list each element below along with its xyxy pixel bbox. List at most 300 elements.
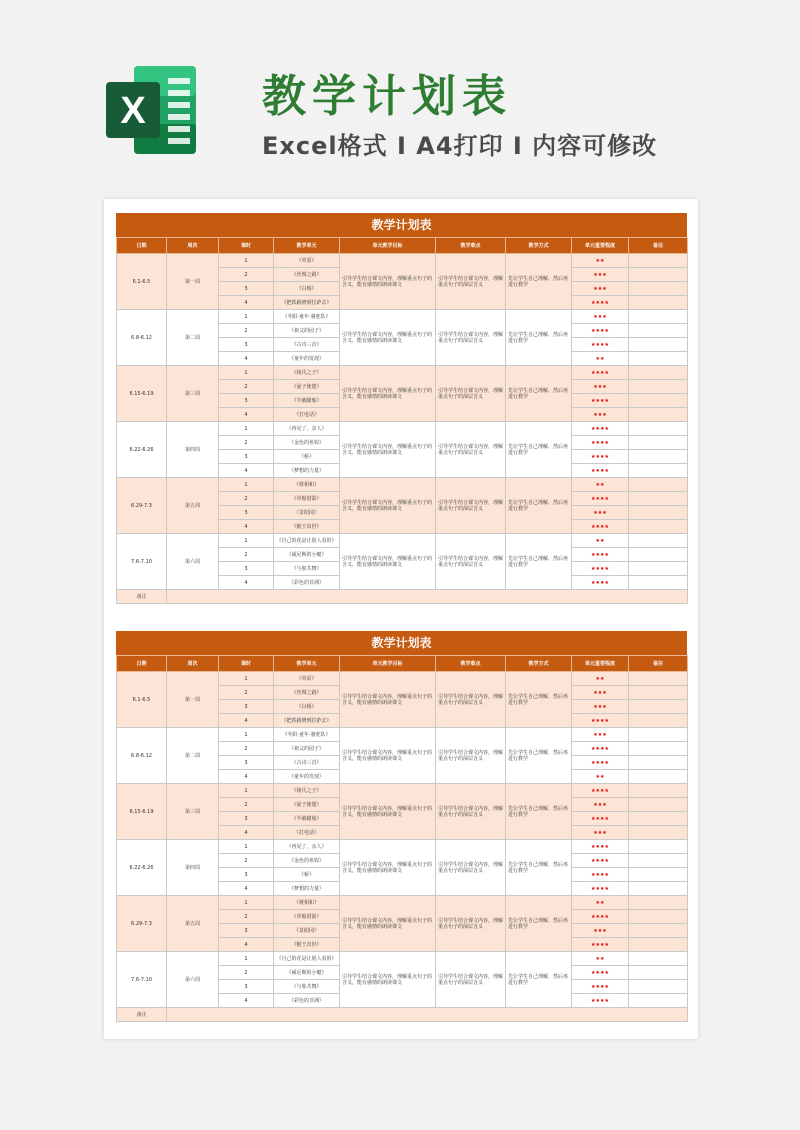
remark-cell[interactable] bbox=[629, 562, 688, 576]
note-cell[interactable] bbox=[167, 590, 688, 604]
lesson-cell[interactable]: 1 bbox=[219, 422, 274, 436]
importance-cell[interactable]: ★★ bbox=[572, 672, 629, 686]
importance-cell[interactable]: ★★ bbox=[572, 478, 629, 492]
difficulty-cell[interactable]: 引导学生结合课文内容，理解重点句子的深层含义 bbox=[436, 422, 506, 478]
page-subtitle: Excel格式 I A4打印 I 内容可修改 bbox=[262, 132, 658, 160]
date-cell[interactable]: 6.15-6.19 bbox=[117, 784, 167, 840]
remark-cell[interactable] bbox=[629, 296, 688, 310]
unit-cell[interactable]: 《古诗三首》 bbox=[274, 338, 340, 352]
remark-cell[interactable] bbox=[629, 714, 688, 728]
difficulty-cell[interactable]: 引导学生结合课文内容，理解重点句子的深层含义 bbox=[436, 254, 506, 310]
remark-cell[interactable] bbox=[629, 492, 688, 506]
importance-cell[interactable]: ★★★ bbox=[572, 924, 629, 938]
lesson-cell[interactable]: 1 bbox=[219, 310, 274, 324]
remark-cell[interactable] bbox=[629, 826, 688, 840]
method-cell[interactable]: 先让学生自己理解，然后再进行教学 bbox=[506, 422, 572, 478]
method-cell[interactable]: 先让学生自己理解，然后再进行教学 bbox=[506, 952, 572, 1008]
unit-cell[interactable]: 《桥》 bbox=[274, 868, 340, 882]
importance-cell[interactable]: ★★★ bbox=[572, 826, 629, 840]
remark-cell[interactable] bbox=[629, 394, 688, 408]
importance-cell[interactable]: ★★★★ bbox=[572, 812, 629, 826]
importance-cell[interactable]: ★★ bbox=[572, 952, 629, 966]
week-cell[interactable]: 第五周 bbox=[167, 478, 219, 534]
column-header: 备注 bbox=[629, 656, 688, 672]
remark-cell[interactable] bbox=[629, 366, 688, 380]
column-header: 课时 bbox=[219, 656, 274, 672]
importance-cell[interactable]: ★★★★ bbox=[572, 520, 629, 534]
date-cell[interactable]: 6.22-6.26 bbox=[117, 422, 167, 478]
lesson-cell[interactable]: 2 bbox=[219, 436, 274, 450]
column-header: 单元教学目标 bbox=[340, 656, 436, 672]
unit-cell[interactable]: 《冬阳·童年·骆驼队》 bbox=[274, 728, 340, 742]
lesson-cell[interactable]: 4 bbox=[219, 352, 274, 366]
unit-cell[interactable]: 《晏子使楚》 bbox=[274, 798, 340, 812]
importance-cell[interactable]: ★★ bbox=[572, 254, 629, 268]
importance-cell[interactable]: ★★ bbox=[572, 896, 629, 910]
unit-cell[interactable]: 《草船借箭》 bbox=[274, 910, 340, 924]
unit-cell[interactable]: 《与象共舞》 bbox=[274, 562, 340, 576]
unit-cell[interactable]: 《猴王出世》 bbox=[274, 938, 340, 952]
lesson-cell[interactable]: 3 bbox=[219, 338, 274, 352]
table-row bbox=[117, 952, 688, 966]
remark-cell[interactable] bbox=[629, 966, 688, 980]
importance-cell[interactable]: ★★★★ bbox=[572, 784, 629, 798]
unit-cell[interactable]: 《威尼斯的小艇》 bbox=[274, 966, 340, 980]
table-row bbox=[117, 672, 688, 686]
week-cell[interactable]: 第六周 bbox=[167, 952, 219, 1008]
week-cell[interactable]: 第一周 bbox=[167, 254, 219, 310]
lesson-cell[interactable]: 1 bbox=[219, 728, 274, 742]
unit-cell[interactable]: 《丝绸之路》 bbox=[274, 686, 340, 700]
column-header: 单元教学目标 bbox=[340, 238, 436, 254]
lesson-cell[interactable]: 3 bbox=[219, 282, 274, 296]
table-title: 教学计划表 bbox=[116, 213, 687, 237]
unit-cell[interactable]: 《将相和》 bbox=[274, 478, 340, 492]
unit-cell[interactable]: 《再见了，亲人》 bbox=[274, 422, 340, 436]
importance-cell[interactable]: ★★ bbox=[572, 534, 629, 548]
remark-cell[interactable] bbox=[629, 854, 688, 868]
importance-cell[interactable]: ★★★★ bbox=[572, 868, 629, 882]
lesson-cell[interactable]: 2 bbox=[219, 268, 274, 282]
difficulty-cell[interactable]: 引导学生结合课文内容，理解重点句子的深层含义 bbox=[436, 784, 506, 840]
unit-cell[interactable]: 《梦想的力量》 bbox=[274, 464, 340, 478]
table-row bbox=[117, 784, 688, 798]
importance-cell[interactable]: ★★★★ bbox=[572, 980, 629, 994]
importance-cell[interactable]: ★★★ bbox=[572, 268, 629, 282]
column-header: 教学难点 bbox=[436, 238, 506, 254]
note-row bbox=[117, 1008, 688, 1022]
importance-cell[interactable]: ★★★★ bbox=[572, 966, 629, 980]
remark-cell[interactable] bbox=[629, 938, 688, 952]
importance-cell[interactable]: ★★★★ bbox=[572, 366, 629, 380]
lesson-cell[interactable]: 2 bbox=[219, 324, 274, 338]
unit-cell[interactable]: 《白杨》 bbox=[274, 700, 340, 714]
importance-cell[interactable]: ★★★ bbox=[572, 310, 629, 324]
remark-cell[interactable] bbox=[629, 478, 688, 492]
unit-cell[interactable]: 《金色的鱼钩》 bbox=[274, 854, 340, 868]
remark-cell[interactable] bbox=[629, 464, 688, 478]
date-cell[interactable]: 7.6-7.10 bbox=[117, 534, 167, 590]
importance-cell[interactable]: ★★★★ bbox=[572, 562, 629, 576]
table-row bbox=[117, 422, 688, 436]
importance-cell[interactable]: ★★★★ bbox=[572, 394, 629, 408]
remark-cell[interactable] bbox=[629, 882, 688, 896]
lesson-cell[interactable]: 2 bbox=[219, 910, 274, 924]
unit-cell[interactable]: 《童年的发现》 bbox=[274, 770, 340, 784]
lesson-cell[interactable]: 1 bbox=[219, 478, 274, 492]
lesson-cell[interactable]: 2 bbox=[219, 742, 274, 756]
unit-cell[interactable]: 《桥》 bbox=[274, 450, 340, 464]
method-cell[interactable]: 先让学生自己理解，然后再进行教学 bbox=[506, 254, 572, 310]
unit-cell[interactable]: 《半截蜡烛》 bbox=[274, 812, 340, 826]
importance-cell[interactable]: ★★★ bbox=[572, 700, 629, 714]
plan-table-2 bbox=[116, 631, 687, 1022]
remark-cell[interactable] bbox=[629, 576, 688, 590]
column-header: 教学单元 bbox=[274, 238, 340, 254]
week-cell[interactable]: 第三周 bbox=[167, 784, 219, 840]
importance-cell[interactable]: ★★★★ bbox=[572, 338, 629, 352]
importance-cell[interactable]: ★★★★ bbox=[572, 324, 629, 338]
unit-cell[interactable]: 《再见了，亲人》 bbox=[274, 840, 340, 854]
lesson-cell[interactable]: 4 bbox=[219, 938, 274, 952]
table-row bbox=[117, 310, 688, 324]
column-header: 日期 bbox=[117, 238, 167, 254]
method-cell[interactable]: 先让学生自己理解，然后再进行教学 bbox=[506, 478, 572, 534]
method-cell[interactable]: 先让学生自己理解，然后再进行教学 bbox=[506, 310, 572, 366]
column-header: 教学方式 bbox=[506, 656, 572, 672]
remark-cell[interactable] bbox=[629, 770, 688, 784]
table-row bbox=[117, 896, 688, 910]
lesson-cell[interactable]: 1 bbox=[219, 366, 274, 380]
difficulty-cell[interactable]: 引导学生结合课文内容，理解重点句子的深层含义 bbox=[436, 478, 506, 534]
unit-cell[interactable]: 《草船借箭》 bbox=[274, 492, 340, 506]
importance-cell[interactable]: ★★★★ bbox=[572, 910, 629, 924]
lesson-cell[interactable]: 2 bbox=[219, 798, 274, 812]
unit-cell[interactable]: 《自己的花是让别人看的》 bbox=[274, 534, 340, 548]
column-header: 教学单元 bbox=[274, 656, 340, 672]
importance-cell[interactable]: ★★★★ bbox=[572, 576, 629, 590]
remark-cell[interactable] bbox=[629, 980, 688, 994]
importance-cell[interactable]: ★★★ bbox=[572, 282, 629, 296]
remark-cell[interactable] bbox=[629, 700, 688, 714]
objective-cell[interactable]: 引导学生结合课文内容，理解重点句子的含义，能有感情的朗读课文 bbox=[340, 840, 436, 896]
importance-cell[interactable]: ★★★★ bbox=[572, 714, 629, 728]
column-header: 单元重要程度 bbox=[572, 238, 629, 254]
lesson-cell[interactable]: 4 bbox=[219, 408, 274, 422]
remark-cell[interactable] bbox=[629, 994, 688, 1008]
lesson-cell[interactable]: 2 bbox=[219, 548, 274, 562]
unit-cell[interactable]: 《彩色的非洲》 bbox=[274, 994, 340, 1008]
note-row bbox=[117, 590, 688, 604]
remark-cell[interactable] bbox=[629, 756, 688, 770]
remark-cell[interactable] bbox=[629, 868, 688, 882]
lesson-cell[interactable]: 1 bbox=[219, 784, 274, 798]
unit-cell[interactable]: 《彩色的非洲》 bbox=[274, 576, 340, 590]
unit-cell[interactable]: 《威尼斯的小艇》 bbox=[274, 548, 340, 562]
lesson-cell[interactable]: 3 bbox=[219, 756, 274, 770]
lesson-cell[interactable]: 1 bbox=[219, 896, 274, 910]
date-cell[interactable]: 6.8-6.12 bbox=[117, 728, 167, 784]
table-row bbox=[117, 534, 688, 548]
remark-cell[interactable] bbox=[629, 742, 688, 756]
remark-cell[interactable] bbox=[629, 380, 688, 394]
column-header: 周次 bbox=[167, 656, 219, 672]
lesson-cell[interactable]: 1 bbox=[219, 672, 274, 686]
date-cell[interactable]: 6.1-6.5 bbox=[117, 254, 167, 310]
unit-cell[interactable]: 《打电话》 bbox=[274, 826, 340, 840]
unit-cell[interactable]: 《杨氏之子》 bbox=[274, 366, 340, 380]
importance-cell[interactable]: ★★★★ bbox=[572, 742, 629, 756]
remark-cell[interactable] bbox=[629, 924, 688, 938]
remark-cell[interactable] bbox=[629, 268, 688, 282]
lesson-cell[interactable]: 3 bbox=[219, 980, 274, 994]
unit-cell[interactable]: 《白杨》 bbox=[274, 282, 340, 296]
method-cell[interactable]: 先让学生自己理解，然后再进行教学 bbox=[506, 366, 572, 422]
importance-cell[interactable]: ★★★★ bbox=[572, 548, 629, 562]
unit-cell[interactable]: 《梦想的力量》 bbox=[274, 882, 340, 896]
importance-cell[interactable]: ★★★★ bbox=[572, 938, 629, 952]
date-cell[interactable]: 6.29-7.3 bbox=[117, 478, 167, 534]
lesson-cell[interactable]: 1 bbox=[219, 952, 274, 966]
importance-cell[interactable]: ★★★★ bbox=[572, 422, 629, 436]
remark-cell[interactable] bbox=[629, 520, 688, 534]
column-header: 备注 bbox=[629, 238, 688, 254]
difficulty-cell[interactable]: 引导学生结合课文内容，理解重点句子的深层含义 bbox=[436, 672, 506, 728]
importance-cell[interactable]: ★★★ bbox=[572, 380, 629, 394]
column-header: 教学难点 bbox=[436, 656, 506, 672]
date-cell[interactable]: 7.6-7.10 bbox=[117, 952, 167, 1008]
unit-cell[interactable]: 《自己的花是让别人看的》 bbox=[274, 952, 340, 966]
note-label: 备注 bbox=[117, 1008, 167, 1022]
table-row bbox=[117, 728, 688, 742]
importance-cell[interactable]: ★★★★ bbox=[572, 994, 629, 1008]
week-cell[interactable]: 第四周 bbox=[167, 422, 219, 478]
lesson-cell[interactable]: 4 bbox=[219, 714, 274, 728]
importance-cell[interactable]: ★★ bbox=[572, 352, 629, 366]
paper-sheet bbox=[104, 199, 698, 1039]
importance-cell[interactable]: ★★★★ bbox=[572, 854, 629, 868]
objective-cell[interactable]: 引导学生结合课文内容，理解重点句子的含义，能有感情的朗读课文 bbox=[340, 728, 436, 784]
difficulty-cell[interactable]: 引导学生结合课文内容，理解重点句子的深层含义 bbox=[436, 728, 506, 784]
date-cell[interactable]: 6.22-6.26 bbox=[117, 840, 167, 896]
excel-logo-icon bbox=[104, 62, 200, 158]
note-label: 备注 bbox=[117, 590, 167, 604]
method-cell[interactable]: 先让学生自己理解，然后再进行教学 bbox=[506, 728, 572, 784]
remark-cell[interactable] bbox=[629, 812, 688, 826]
importance-cell[interactable]: ★★★★ bbox=[572, 882, 629, 896]
difficulty-cell[interactable]: 引导学生结合课文内容，理解重点句子的深层含义 bbox=[436, 952, 506, 1008]
lesson-cell[interactable]: 2 bbox=[219, 380, 274, 394]
unit-cell[interactable]: 《景阳冈》 bbox=[274, 506, 340, 520]
table-row bbox=[117, 366, 688, 380]
table-row bbox=[117, 840, 688, 854]
week-cell[interactable]: 第二周 bbox=[167, 310, 219, 366]
importance-cell[interactable]: ★★★ bbox=[572, 506, 629, 520]
lesson-cell[interactable]: 4 bbox=[219, 520, 274, 534]
lesson-cell[interactable]: 3 bbox=[219, 394, 274, 408]
column-header: 周次 bbox=[167, 238, 219, 254]
importance-cell[interactable]: ★★ bbox=[572, 770, 629, 784]
plan-table bbox=[116, 237, 688, 604]
remark-cell[interactable] bbox=[629, 910, 688, 924]
lesson-cell[interactable]: 3 bbox=[219, 700, 274, 714]
importance-cell[interactable]: ★★★ bbox=[572, 728, 629, 742]
remark-cell[interactable] bbox=[629, 784, 688, 798]
date-cell[interactable]: 6.15-6.19 bbox=[117, 366, 167, 422]
objective-cell[interactable]: 引导学生结合课文内容，理解重点句子的含义，能有感情的朗读课文 bbox=[340, 784, 436, 840]
difficulty-cell[interactable]: 引导学生结合课文内容，理解重点句子的深层含义 bbox=[436, 366, 506, 422]
week-cell[interactable]: 第五周 bbox=[167, 896, 219, 952]
column-header: 单元重要程度 bbox=[572, 656, 629, 672]
remark-cell[interactable] bbox=[629, 408, 688, 422]
objective-cell[interactable]: 引导学生结合课文内容，理解重点句子的含义，能有感情的朗读课文 bbox=[340, 534, 436, 590]
unit-cell[interactable]: 《打电话》 bbox=[274, 408, 340, 422]
remark-cell[interactable] bbox=[629, 310, 688, 324]
unit-cell[interactable]: 《把铁路修到拉萨去》 bbox=[274, 296, 340, 310]
remark-cell[interactable] bbox=[629, 896, 688, 910]
lesson-cell[interactable]: 3 bbox=[219, 868, 274, 882]
remark-cell[interactable] bbox=[629, 436, 688, 450]
table-title: 教学计划表 bbox=[116, 631, 687, 655]
method-cell[interactable]: 先让学生自己理解，然后再进行教学 bbox=[506, 534, 572, 590]
remark-cell[interactable] bbox=[629, 254, 688, 268]
lesson-cell[interactable]: 4 bbox=[219, 826, 274, 840]
svg-text:X: X bbox=[120, 90, 146, 132]
objective-cell[interactable]: 引导学生结合课文内容，理解重点句子的含义，能有感情的朗读课文 bbox=[340, 366, 436, 422]
remark-cell[interactable] bbox=[629, 282, 688, 296]
lesson-cell[interactable]: 3 bbox=[219, 506, 274, 520]
unit-cell[interactable]: 《把铁路修到拉萨去》 bbox=[274, 714, 340, 728]
lesson-cell[interactable]: 1 bbox=[219, 534, 274, 548]
objective-cell[interactable]: 引导学生结合课文内容，理解重点句子的含义，能有感情的朗读课文 bbox=[340, 952, 436, 1008]
unit-cell[interactable]: 《半截蜡烛》 bbox=[274, 394, 340, 408]
lesson-cell[interactable]: 2 bbox=[219, 492, 274, 506]
lesson-cell[interactable]: 4 bbox=[219, 770, 274, 784]
week-cell[interactable]: 第三周 bbox=[167, 366, 219, 422]
lesson-cell[interactable]: 2 bbox=[219, 966, 274, 980]
objective-cell[interactable]: 引导学生结合课文内容，理解重点句子的含义，能有感情的朗读课文 bbox=[340, 896, 436, 952]
importance-cell[interactable]: ★★★★ bbox=[572, 436, 629, 450]
objective-cell[interactable]: 引导学生结合课文内容，理解重点句子的含义，能有感情的朗读课文 bbox=[340, 254, 436, 310]
unit-cell[interactable]: 《杨氏之子》 bbox=[274, 784, 340, 798]
importance-cell[interactable]: ★★★★ bbox=[572, 756, 629, 770]
unit-cell[interactable]: 《草原》 bbox=[274, 254, 340, 268]
lesson-cell[interactable]: 3 bbox=[219, 924, 274, 938]
difficulty-cell[interactable]: 引导学生结合课文内容，理解重点句子的深层含义 bbox=[436, 896, 506, 952]
method-cell[interactable]: 先让学生自己理解，然后再进行教学 bbox=[506, 784, 572, 840]
importance-cell[interactable]: ★★★ bbox=[572, 686, 629, 700]
difficulty-cell[interactable]: 引导学生结合课文内容，理解重点句子的深层含义 bbox=[436, 310, 506, 366]
objective-cell[interactable]: 引导学生结合课文内容，理解重点句子的含义，能有感情的朗读课文 bbox=[340, 478, 436, 534]
remark-cell[interactable] bbox=[629, 450, 688, 464]
importance-cell[interactable]: ★★★ bbox=[572, 798, 629, 812]
remark-cell[interactable] bbox=[629, 728, 688, 742]
plan-table bbox=[116, 655, 688, 1022]
unit-cell[interactable]: 《祖父的园子》 bbox=[274, 742, 340, 756]
week-cell[interactable]: 第一周 bbox=[167, 672, 219, 728]
lesson-cell[interactable]: 4 bbox=[219, 994, 274, 1008]
importance-cell[interactable]: ★★★★ bbox=[572, 464, 629, 478]
remark-cell[interactable] bbox=[629, 798, 688, 812]
difficulty-cell[interactable]: 引导学生结合课文内容，理解重点句子的深层含义 bbox=[436, 534, 506, 590]
lesson-cell[interactable]: 1 bbox=[219, 840, 274, 854]
lesson-cell[interactable]: 4 bbox=[219, 296, 274, 310]
unit-cell[interactable]: 《冬阳·童年·骆驼队》 bbox=[274, 310, 340, 324]
remark-cell[interactable] bbox=[629, 548, 688, 562]
objective-cell[interactable]: 引导学生结合课文内容，理解重点句子的含义，能有感情的朗读课文 bbox=[340, 422, 436, 478]
importance-cell[interactable]: ★★★★ bbox=[572, 450, 629, 464]
unit-cell[interactable]: 《草原》 bbox=[274, 672, 340, 686]
lesson-cell[interactable]: 1 bbox=[219, 254, 274, 268]
remark-cell[interactable] bbox=[629, 352, 688, 366]
table-row bbox=[117, 254, 688, 268]
lesson-cell[interactable]: 3 bbox=[219, 562, 274, 576]
date-cell[interactable]: 6.1-6.5 bbox=[117, 672, 167, 728]
unit-cell[interactable]: 《与象共舞》 bbox=[274, 980, 340, 994]
week-cell[interactable]: 第二周 bbox=[167, 728, 219, 784]
unit-cell[interactable]: 《丝绸之路》 bbox=[274, 268, 340, 282]
column-header: 课时 bbox=[219, 238, 274, 254]
remark-cell[interactable] bbox=[629, 506, 688, 520]
column-header: 日期 bbox=[117, 656, 167, 672]
lesson-cell[interactable]: 4 bbox=[219, 576, 274, 590]
remark-cell[interactable] bbox=[629, 534, 688, 548]
date-cell[interactable]: 6.8-6.12 bbox=[117, 310, 167, 366]
lesson-cell[interactable]: 3 bbox=[219, 450, 274, 464]
remark-cell[interactable] bbox=[629, 686, 688, 700]
remark-cell[interactable] bbox=[629, 672, 688, 686]
importance-cell[interactable]: ★★★★ bbox=[572, 492, 629, 506]
week-cell[interactable]: 第四周 bbox=[167, 840, 219, 896]
note-cell[interactable] bbox=[167, 1008, 688, 1022]
lesson-cell[interactable]: 2 bbox=[219, 686, 274, 700]
week-cell[interactable]: 第六周 bbox=[167, 534, 219, 590]
remark-cell[interactable] bbox=[629, 840, 688, 854]
lesson-cell[interactable]: 3 bbox=[219, 812, 274, 826]
remark-cell[interactable] bbox=[629, 324, 688, 338]
lesson-cell[interactable]: 2 bbox=[219, 854, 274, 868]
unit-cell[interactable]: 《猴王出世》 bbox=[274, 520, 340, 534]
remark-cell[interactable] bbox=[629, 952, 688, 966]
page-header bbox=[0, 0, 800, 190]
unit-cell[interactable]: 《景阳冈》 bbox=[274, 924, 340, 938]
importance-cell[interactable]: ★★★ bbox=[572, 408, 629, 422]
objective-cell[interactable]: 引导学生结合课文内容，理解重点句子的含义，能有感情的朗读课文 bbox=[340, 310, 436, 366]
unit-cell[interactable]: 《金色的鱼钩》 bbox=[274, 436, 340, 450]
table-row bbox=[117, 478, 688, 492]
lesson-cell[interactable]: 4 bbox=[219, 882, 274, 896]
objective-cell[interactable]: 引导学生结合课文内容，理解重点句子的含义，能有感情的朗读课文 bbox=[340, 672, 436, 728]
plan-table-1 bbox=[116, 213, 687, 604]
method-cell[interactable]: 先让学生自己理解，然后再进行教学 bbox=[506, 896, 572, 952]
importance-cell[interactable]: ★★★★ bbox=[572, 296, 629, 310]
unit-cell[interactable]: 《晏子使楚》 bbox=[274, 380, 340, 394]
importance-cell[interactable]: ★★★★ bbox=[572, 840, 629, 854]
unit-cell[interactable]: 《祖父的园子》 bbox=[274, 324, 340, 338]
remark-cell[interactable] bbox=[629, 422, 688, 436]
column-header: 教学方式 bbox=[506, 238, 572, 254]
date-cell[interactable]: 6.29-7.3 bbox=[117, 896, 167, 952]
difficulty-cell[interactable]: 引导学生结合课文内容，理解重点句子的深层含义 bbox=[436, 840, 506, 896]
unit-cell[interactable]: 《童年的发现》 bbox=[274, 352, 340, 366]
remark-cell[interactable] bbox=[629, 338, 688, 352]
lesson-cell[interactable]: 4 bbox=[219, 464, 274, 478]
unit-cell[interactable]: 《将相和》 bbox=[274, 896, 340, 910]
page-title: 教学计划表 bbox=[262, 71, 512, 122]
method-cell[interactable]: 先让学生自己理解，然后再进行教学 bbox=[506, 840, 572, 896]
unit-cell[interactable]: 《古诗三首》 bbox=[274, 756, 340, 770]
method-cell[interactable]: 先让学生自己理解，然后再进行教学 bbox=[506, 672, 572, 728]
